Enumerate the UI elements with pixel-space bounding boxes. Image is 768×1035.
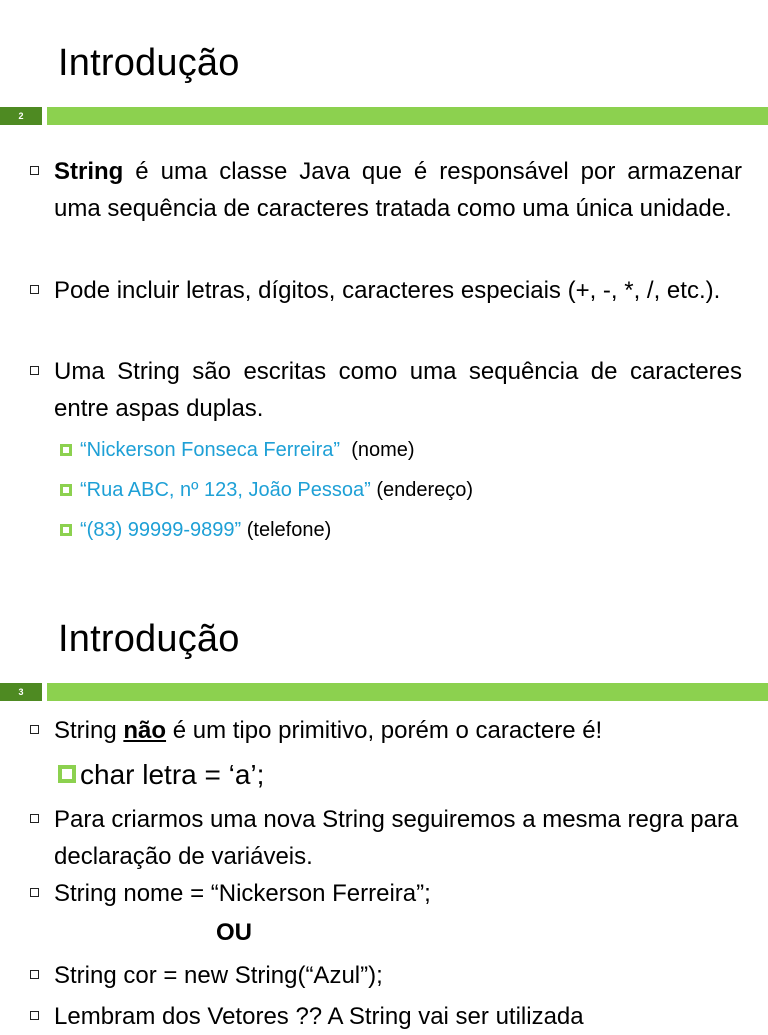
example-note: (telefone) [241,519,332,541]
bullet-text: Uma String são escritas como uma sequência de caracteres entre aspas duplas. [54,358,742,422]
bullet-text: Lembram dos Vetores ?? A String vai ser utilizada [54,1003,584,1030]
bullet-vetores [54,998,742,1035]
bullet-text: é um tipo primitivo, porém o caractere é! [166,717,603,744]
example-note: (endereço) [370,479,474,501]
square-bullet-icon [30,814,39,823]
bold-term: String [54,158,124,185]
title-bar [0,107,768,125]
example-quote: “Rua ABC, nº 123, João Pessoa” [80,479,371,501]
square-bullet-icon [30,725,39,734]
bullet-text: Para criarmos uma nova String seguiremos a mesma regra para declaração de variáveis. [54,806,739,870]
example-quote: “Nickerson Fonseca Ferreira” [80,439,341,461]
bullet-double-quotes [54,353,742,427]
slide-number: 2 [0,107,42,125]
square-bullet-icon [30,970,39,979]
square-bullet-icon [30,285,39,294]
bullet-not-primitive [54,712,742,749]
square-bullet-icon [30,366,39,375]
bullet-text: String nome = “Nickerson Ferreira”; [54,880,431,907]
bullet-text: é uma classe Java que é responsável por armazenar uma sequência de caracteres tratada como uma única unidade. [54,158,742,222]
example-quote: “(83) 99999-9899” [80,519,242,541]
slide-number: 3 [0,683,42,701]
slide-title: Introdução [58,618,240,660]
bullet-string-nome [54,875,742,912]
example-name [80,437,415,463]
bullet-string-cor [54,957,742,994]
example-address [80,477,473,503]
bullet-characters [54,272,742,309]
title-bar [0,683,768,701]
char-example [80,757,264,793]
bullet-text: String cor = new String(“Azul”); [54,962,383,989]
char-code: char letra = ‘a’; [80,759,265,790]
example-phone [80,517,331,543]
slide-3 [0,600,768,1030]
green-square-bullet-icon [60,484,72,496]
bullet-text: String [54,717,124,744]
square-bullet-icon [30,888,39,897]
bullet-declaration [54,801,742,875]
example-note: (nome) [340,439,415,461]
emphasis-nao: não [123,717,167,744]
bullet-string-definition [54,153,742,227]
green-square-bullet-icon [60,444,72,456]
bullet-text: Pode incluir letras, dígitos, caracteres especiais (+, -, *, /, etc.). [54,277,721,304]
slide-title: Introdução [58,42,240,84]
ou-separator: OU [216,919,252,946]
green-square-bullet-icon [58,765,76,783]
green-square-bullet-icon [60,524,72,536]
square-bullet-icon [30,1011,39,1020]
square-bullet-icon [30,166,39,175]
